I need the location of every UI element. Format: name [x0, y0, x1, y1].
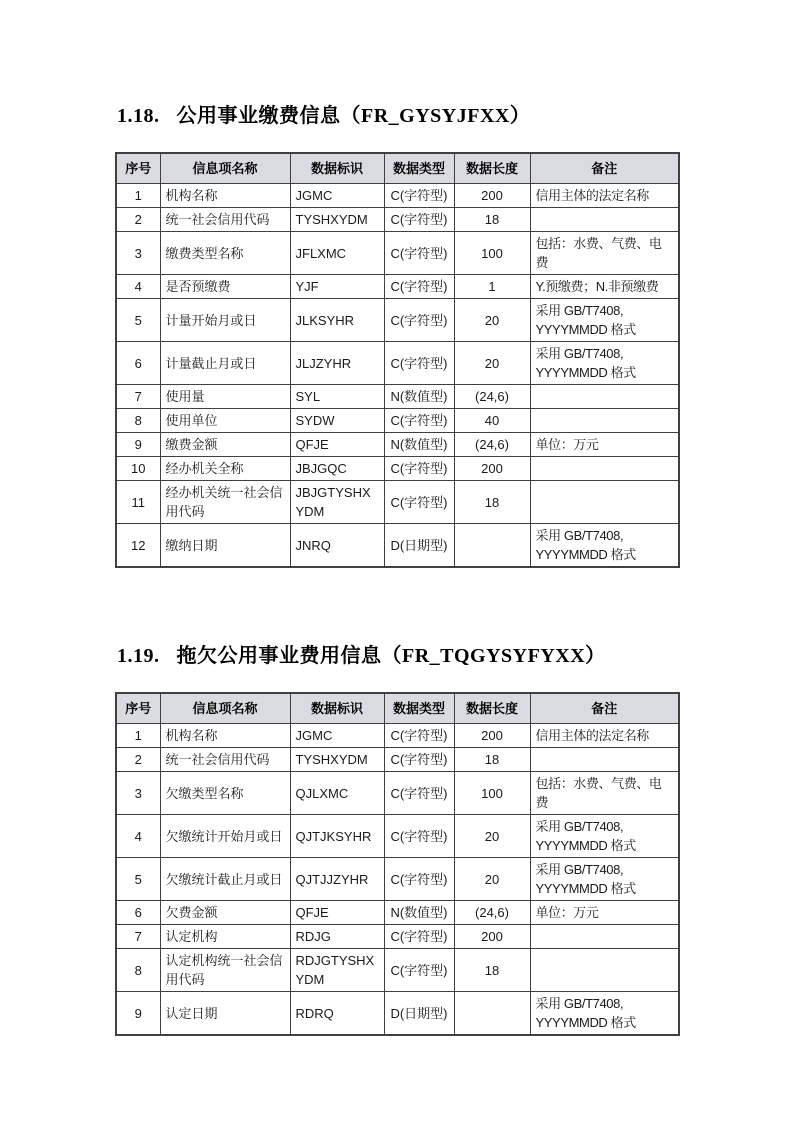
col-header-name: 信息项名称: [160, 153, 290, 184]
table-cell: C(字符型): [384, 815, 454, 858]
table-cell: 单位：万元: [530, 433, 679, 457]
table-row: [116, 208, 679, 232]
col-header-name: 信息项名称: [160, 693, 290, 724]
table-cell: (24,6): [454, 433, 530, 457]
table-cell: C(字符型): [384, 748, 454, 772]
table-cell: 3: [116, 772, 160, 815]
table-cell: C(字符型): [384, 275, 454, 299]
table-cell: 经办机关统一社会信用代码: [160, 481, 290, 524]
section-heading-1-19: [117, 643, 678, 670]
table-cell: JNRQ: [290, 524, 384, 568]
table-row: [116, 299, 679, 342]
col-header-index: 序号: [116, 693, 160, 724]
table-row: [116, 772, 679, 815]
table-cell: RDRQ: [290, 992, 384, 1036]
table-row: [116, 815, 679, 858]
paren-close: ）: [585, 645, 606, 667]
table-cell: 7: [116, 385, 160, 409]
table-cell: C(字符型): [384, 772, 454, 815]
table-cell: 5: [116, 299, 160, 342]
table-cell: 包括：水费、气费、电费: [530, 232, 679, 275]
table-cell: 20: [454, 858, 530, 901]
table-cell: JGMC: [290, 724, 384, 748]
table-cell: JFLXMC: [290, 232, 384, 275]
paren-open: （: [381, 645, 402, 667]
table-cell: 8: [116, 409, 160, 433]
table-cell: 3: [116, 232, 160, 275]
table-cell: 认定日期: [160, 992, 290, 1036]
table-cell: 100: [454, 232, 530, 275]
table-cell: 100: [454, 772, 530, 815]
paren-open: （: [340, 105, 361, 127]
table-cell: [530, 949, 679, 992]
table-cell: 使用量: [160, 385, 290, 409]
table-cell: YJF: [290, 275, 384, 299]
table-cell: QJTJKSYHR: [290, 815, 384, 858]
table-cell: 18: [454, 481, 530, 524]
table-row: [116, 457, 679, 481]
table-cell: C(字符型): [384, 481, 454, 524]
table-cell: QFJE: [290, 433, 384, 457]
table-cell: 200: [454, 457, 530, 481]
table-cell: N(数值型): [384, 433, 454, 457]
table-cell: 认定机构统一社会信用代码: [160, 949, 290, 992]
table-cell: 20: [454, 299, 530, 342]
table-cell: D(日期型): [384, 524, 454, 568]
table-cell: 单位：万元: [530, 901, 679, 925]
table-cell: C(字符型): [384, 299, 454, 342]
table-cell: [530, 208, 679, 232]
field-table-gysyjfxx: [115, 152, 680, 568]
col-header-length: 数据长度: [454, 693, 530, 724]
table-row: [116, 724, 679, 748]
table-row: [116, 949, 679, 992]
table-cell: 20: [454, 815, 530, 858]
table-cell: 18: [454, 949, 530, 992]
table-cell: 9: [116, 433, 160, 457]
table-cell: JGMC: [290, 184, 384, 208]
table-cell: 18: [454, 208, 530, 232]
table-cell: C(字符型): [384, 208, 454, 232]
table-cell: 11: [116, 481, 160, 524]
section-number: 1.18.: [117, 105, 160, 127]
table-cell: 7: [116, 925, 160, 949]
section-code: FR_GYSYJFXX: [361, 105, 510, 127]
table-cell: QJTJJZYHR: [290, 858, 384, 901]
table-body: [116, 184, 679, 568]
table-cell: 信用主体的法定名称: [530, 724, 679, 748]
table-row: [116, 524, 679, 568]
col-header-remark: 备注: [530, 153, 679, 184]
table-cell: [530, 748, 679, 772]
table-cell: 缴纳日期: [160, 524, 290, 568]
col-header-remark: 备注: [530, 693, 679, 724]
table-cell: 欠缴统计截止月或日: [160, 858, 290, 901]
table-cell: (24,6): [454, 385, 530, 409]
table-cell: C(字符型): [384, 409, 454, 433]
field-table-tqgysyfyxx: [115, 692, 680, 1036]
table-cell: 采用 GB/T7408, YYYYMMDD 格式: [530, 858, 679, 901]
table-header: [116, 153, 679, 184]
table-cell: 欠缴统计开始月或日: [160, 815, 290, 858]
table-cell: 欠缴类型名称: [160, 772, 290, 815]
table-cell: TYSHXYDM: [290, 748, 384, 772]
table-cell: 采用 GB/T7408, YYYYMMDD 格式: [530, 815, 679, 858]
table-cell: C(字符型): [384, 184, 454, 208]
table-cell: 采用 GB/T7408, YYYYMMDD 格式: [530, 992, 679, 1036]
table-cell: C(字符型): [384, 457, 454, 481]
table-cell: C(字符型): [384, 724, 454, 748]
table-row: [116, 992, 679, 1036]
table-header-row: [116, 153, 679, 184]
table-header: [116, 693, 679, 724]
table-cell: [530, 385, 679, 409]
section-title: 公用事业缴费信息: [176, 105, 341, 127]
table-cell: 4: [116, 275, 160, 299]
table-row: [116, 433, 679, 457]
table-cell: 18: [454, 748, 530, 772]
table-cell: 统一社会信用代码: [160, 208, 290, 232]
table-cell: 机构名称: [160, 184, 290, 208]
table-cell: 20: [454, 342, 530, 385]
table-row: [116, 232, 679, 275]
table-cell: QJLXMC: [290, 772, 384, 815]
table-row: [116, 901, 679, 925]
table-cell: [530, 457, 679, 481]
table-cell: 40: [454, 409, 530, 433]
section-heading-1-18: [117, 103, 678, 130]
table-cell: 12: [116, 524, 160, 568]
section-number: 1.19.: [117, 645, 160, 667]
table-cell: [530, 481, 679, 524]
table-cell: 信用主体的法定名称: [530, 184, 679, 208]
table-row: [116, 275, 679, 299]
table-cell: Y.预缴费；N.非预缴费: [530, 275, 679, 299]
table-row: [116, 481, 679, 524]
table-cell: RDJG: [290, 925, 384, 949]
table-cell: D(日期型): [384, 992, 454, 1036]
table-cell: 6: [116, 901, 160, 925]
table-cell: 采用 GB/T7408, YYYYMMDD 格式: [530, 299, 679, 342]
table-cell: SYL: [290, 385, 384, 409]
table-cell: C(字符型): [384, 925, 454, 949]
table-cell: 采用 GB/T7408, YYYYMMDD 格式: [530, 342, 679, 385]
table-row: [116, 409, 679, 433]
table-cell: [454, 992, 530, 1036]
table-cell: C(字符型): [384, 949, 454, 992]
table-cell: C(字符型): [384, 342, 454, 385]
table-cell: (24,6): [454, 901, 530, 925]
table-cell: 包括：水费、气费、电费: [530, 772, 679, 815]
table-cell: SYDW: [290, 409, 384, 433]
table-row: [116, 184, 679, 208]
table-cell: 1: [116, 724, 160, 748]
table-cell: 9: [116, 992, 160, 1036]
table-cell: 机构名称: [160, 724, 290, 748]
table-cell: 计量截止月或日: [160, 342, 290, 385]
col-header-type: 数据类型: [384, 153, 454, 184]
table-cell: 认定机构: [160, 925, 290, 949]
table-cell: 使用单位: [160, 409, 290, 433]
table-cell: 1: [454, 275, 530, 299]
table-row: [116, 748, 679, 772]
table-cell: 缴费金额: [160, 433, 290, 457]
table-cell: TYSHXYDM: [290, 208, 384, 232]
table-row: [116, 385, 679, 409]
table-cell: JLJZYHR: [290, 342, 384, 385]
table-row: [116, 925, 679, 949]
table-cell: 8: [116, 949, 160, 992]
col-header-code: 数据标识: [290, 693, 384, 724]
table-cell: 采用 GB/T7408, YYYYMMDD 格式: [530, 524, 679, 568]
table-cell: 欠费金额: [160, 901, 290, 925]
table-cell: 统一社会信用代码: [160, 748, 290, 772]
table-row: [116, 342, 679, 385]
table-cell: C(字符型): [384, 232, 454, 275]
table-cell: [454, 524, 530, 568]
col-header-length: 数据长度: [454, 153, 530, 184]
col-header-index: 序号: [116, 153, 160, 184]
table-cell: 4: [116, 815, 160, 858]
table-cell: 5: [116, 858, 160, 901]
table-cell: C(字符型): [384, 858, 454, 901]
table-cell: 200: [454, 184, 530, 208]
table-body: [116, 724, 679, 1036]
table-cell: 10: [116, 457, 160, 481]
table-cell: 6: [116, 342, 160, 385]
table-cell: [530, 409, 679, 433]
table-cell: 是否预缴费: [160, 275, 290, 299]
table-cell: 200: [454, 724, 530, 748]
table-cell: 2: [116, 748, 160, 772]
table-header-row: [116, 693, 679, 724]
table-cell: 1: [116, 184, 160, 208]
table-cell: N(数值型): [384, 385, 454, 409]
table-cell: 200: [454, 925, 530, 949]
table-cell: [530, 925, 679, 949]
col-header-code: 数据标识: [290, 153, 384, 184]
table-cell: RDJGTYSHXYDM: [290, 949, 384, 992]
table-cell: 2: [116, 208, 160, 232]
table-cell: 经办机关全称: [160, 457, 290, 481]
table-cell: JBJGTYSHXYDM: [290, 481, 384, 524]
section-title: 拖欠公用事业费用信息: [176, 645, 382, 667]
table-cell: N(数值型): [384, 901, 454, 925]
section-code: FR_TQGYSYFYXX: [402, 645, 586, 667]
col-header-type: 数据类型: [384, 693, 454, 724]
table-cell: JBJGQC: [290, 457, 384, 481]
table-cell: QFJE: [290, 901, 384, 925]
table-cell: 计量开始月或日: [160, 299, 290, 342]
table-row: [116, 858, 679, 901]
table-cell: 缴费类型名称: [160, 232, 290, 275]
paren-close: ）: [509, 105, 531, 127]
table-cell: JLKSYHR: [290, 299, 384, 342]
